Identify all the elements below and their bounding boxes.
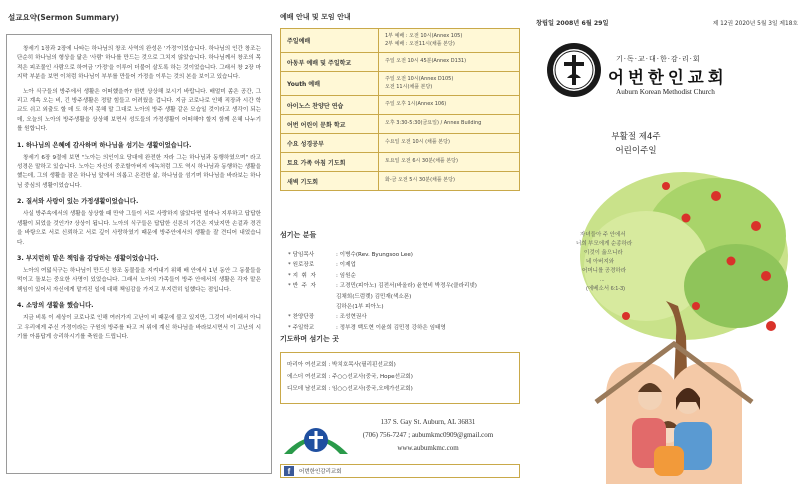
family-tree-illustration — [566, 166, 792, 484]
servants-section — [280, 230, 520, 333]
sermon-point-heading: 2. 질서와 사랑이 있는 가정생활이었습니다. — [17, 198, 139, 206]
verse-line: (에베소서 6:1-3) — [586, 286, 625, 292]
worship-name: 아동부 예배 및 주일학교 — [281, 53, 379, 72]
worship-name: 주일예배 — [281, 29, 379, 53]
denomination: 기·독·교·대·한·감·리·회 — [616, 55, 701, 63]
servant-role: * 반 주 자 — [288, 283, 316, 290]
sermon-paragraph: 노아 식구들의 방주에서 생활은 어떠했을까? 한번 상상해 보시기 바랍니다. 배멀미 좀은 공간, 그리고 계속 오는 비, 긴 방주생활은 정말 힘들고 어려웠을 겁니다. 지금 코로나로 인해 직장과 시간 학교도 쉬고 외출도 할 데 도 하지 못해 말 그대로 노아의 방주 생활 같은 모습일 것이라고 생각이 되는데, 오늘의 노아의 방주생활을 상상해 보면서 성도들의 가정생활이 어떠해야 할지 함께 은혜 나누기를 원합니다. — [17, 88, 261, 133]
list-item — [288, 323, 520, 333]
issue-number: 제 12권 2020년 5월 3일 제18호 — [712, 21, 798, 27]
list-item — [288, 271, 520, 281]
worship-name: Youth 예배 — [281, 72, 379, 96]
servant-role: * 지 휘 자 — [288, 272, 316, 279]
sermon-point-text: 노아의 여덟식구는 하나님이 만드신 창조 동물들을 지켜내기 위해 배 안에서 1년 동안 그 동물들을 먹이고 돌보는 중요한 사명이 있었습니다. 그래서 노아의 가족들이 방주 안에서의 생활은 각자 맡은 책임이 있어서 자신에게 맡겨진 일에 대해 책임감을 가지고 부지런히 일했다는 점입니다. — [17, 267, 261, 293]
sermon-panel — [6, 12, 272, 478]
worship-time: 화-금 오전 5시 30분(채플 본당) — [379, 172, 520, 191]
verse-line: 어머니를 공경하라 — [582, 268, 627, 274]
list-item — [288, 260, 520, 270]
verse-line: 네 아버지와 — [586, 259, 615, 265]
servant-role: * 담임목사 — [288, 252, 315, 258]
sermon-point-heading: 1. 하나님의 은혜에 감사하며 하나님을 섬기는 생활이었습니다. — [17, 141, 192, 149]
liturgical-season: 부활절 제4주 — [611, 132, 661, 142]
worship-time: 수요일 오전 10시 (채플 본당) — [379, 134, 520, 153]
list-item — [288, 281, 520, 312]
prayer-section — [280, 334, 520, 404]
servant-name: : 고경민(피아노) 김전서(바올라) 윤현비 박정우(클라리넷) 김채희(드럼렛) 김민재(색소폰) 김하은(1부 피아노) — [336, 283, 477, 311]
table-row — [281, 72, 520, 96]
sermon-point-text: 사실 방주속에서의 생활을 상상할 때 만약 그들이 서로 사랑하지 않았다면 얼마나 지루하고 답답한 생활이 되었을 것인가? 상상이 됩니다. 노아의 식구들은 답답한 신론의 기간은 지났지만 손겉과 경건을 바탕으로 서로 신뢰하고 서로 깊이 사랑하였기 때문에 방주안에서의 생활을 잘 견디어 내었습니다. — [17, 211, 261, 246]
servant-role: * 주일학교 — [288, 324, 315, 331]
sermon-point-heading: 4. 소망의 생활을 했습니다. — [17, 302, 94, 310]
facebook-icon: f — [284, 466, 294, 476]
verse-line: 너희 부모에게 순종하라 — [576, 241, 633, 247]
sermon-point-text: 창세기 6장 9절에 보면 "노아는 의인이요 당대에 완전한 자라 그는 하나님과 동행하였으며" 라고 성경은 말하고 있습니다. 노아는 자신의 중조할아버지 에녹처럼 그도 역시 하나님과 동행하는 생활을 했는데, 그의 생활을 잠은 하나님 앞에서 의롭고 온전한 삶, 하나님을 섬기며 하나님을 바라보는 하나님 중심의 생활이었습니다. — [17, 154, 261, 189]
list-item: 마리아 여선교회 : 박치호목사(필리핀선교회) — [287, 362, 396, 368]
phone-email[interactable]: (706) 756-7247 ; aubumkmc0909@gmail.com — [362, 431, 494, 439]
worship-name: 어번 어린이 문화 학교 — [281, 115, 379, 134]
sermon-point-text: 지금 비록 이 세상이 코로나로 인해 여러가지 고난이 비 때문에 불고 있지만, 그것이 비이래서 아니고 우리에게 주신 가정이라는 구원의 방주를 타고 저 위에 계신 하나님을 바라보시면서 이 고난의 시기를 아름답게 승리하시기를 축원을 드립니다. — [17, 315, 261, 340]
table-row — [281, 172, 520, 191]
servant-role: * 원로장로 — [288, 262, 315, 269]
worship-name: 토요 가족 아침 기도회 — [281, 153, 379, 172]
worship-title: 예배 안내 및 모임 안내 — [280, 13, 351, 21]
table-row — [281, 115, 520, 134]
servants-title: 섬기는 분들 — [280, 231, 317, 239]
table-row — [281, 53, 520, 72]
servant-name: : 이병수(Rev. Byungsoo Lee) — [336, 252, 413, 258]
worship-time: 주일 오후 1시(Annex 106) — [379, 96, 520, 115]
cover-panel — [536, 18, 798, 482]
worship-table — [280, 28, 520, 191]
website-link[interactable]: www.aubumkmc.com — [397, 444, 459, 452]
sermon-box — [6, 34, 272, 474]
servant-name: : 정부경 백도현 이윤희 김민정 강하은 임태영 — [336, 324, 446, 331]
address: 137 S. Gay St. Auburn, AL 36831 — [380, 418, 476, 426]
church-name: 어번한인교회 — [608, 68, 728, 87]
verse-line: 이것이 옳으니라 — [584, 250, 623, 256]
servant-name: : 이제업 — [336, 262, 356, 269]
worship-time: 주일 오전 10시(Annex D105) 오전 11시(채플 본당) — [379, 72, 520, 96]
worship-name: 새벽 기도회 — [281, 172, 379, 191]
prayer-box — [280, 352, 520, 404]
table-row — [281, 134, 520, 153]
facebook-name: 어번한인감리교회 — [299, 469, 342, 475]
worship-time: 1부 예배 : 오전 10시(Annex 105) 2부 예배 : 오전11시(채플 본당) — [379, 29, 520, 53]
list-item — [288, 250, 520, 260]
sermon-header: 설교요약(Sermon Summary) — [8, 13, 119, 22]
info-panel — [280, 12, 530, 482]
contact-section — [280, 412, 520, 462]
sermon-point-heading: 3. 부지런히 맡은 책임을 감당하는 생활이었습니다. — [17, 254, 159, 262]
list-item — [288, 312, 520, 322]
worship-time: 토요일 오전 6시 30분(채플 본당) — [379, 153, 520, 172]
verse-line: 자녀들아 주 안에서 — [580, 232, 626, 238]
facebook-bar[interactable] — [280, 464, 520, 478]
sermon-paragraph: 창세기 1장과 2장에 나타는 하나님의 창조 사역의 완성은 '가정'이었습니다. 하나님의 인간 창조는 단순히 하나님의 형상을 닮은 '사람' 하나를 만드는 것으로 그치지 않았습니다. 하나님께서 창조의 목적은 피조물인 사람으로 하여금 '가정'을 이루어 더불어 살도록 하는 것이었습니다. 그래서 창 2장 마지막 부분을 보면 이처럼 하나님이 부부를 만들어 가정을 이루는 것의 본을 보이고 있습니다. — [17, 46, 261, 81]
table-row — [281, 153, 520, 172]
founded-date: 창립일 2008년 6월 29일 — [536, 20, 609, 27]
list-item: 에스더 여선교회 : 주○○선교사(중국, Hope선교회) — [287, 374, 413, 380]
sunday-theme: 어린이주일 — [615, 146, 657, 156]
methodist-seal-icon — [546, 42, 602, 98]
church-name-english: Auburn Korean Methodist Church — [616, 88, 715, 96]
list-item: 디모데 남선교회 : 임○○선교사(중국,오메가선교회) — [287, 386, 413, 392]
prayer-title: 기도하며 섬기는 곳 — [280, 335, 339, 343]
servant-name: : 조성현권사 — [336, 314, 367, 321]
worship-name: 수요 성경공부 — [281, 134, 379, 153]
worship-time: 주일 오전 10시 45분(Annex D131) — [379, 53, 520, 72]
servant-role: * 찬양단장 — [288, 314, 315, 321]
verse-line: ... — [600, 277, 605, 283]
worship-name: 아이노스 찬양단 연습 — [281, 96, 379, 115]
worship-time: 오후 3:30-5:30(금요일) / Annex Building — [379, 115, 520, 134]
servant-name: : 임원순 — [336, 272, 356, 279]
table-row — [281, 29, 520, 53]
table-row — [281, 96, 520, 115]
